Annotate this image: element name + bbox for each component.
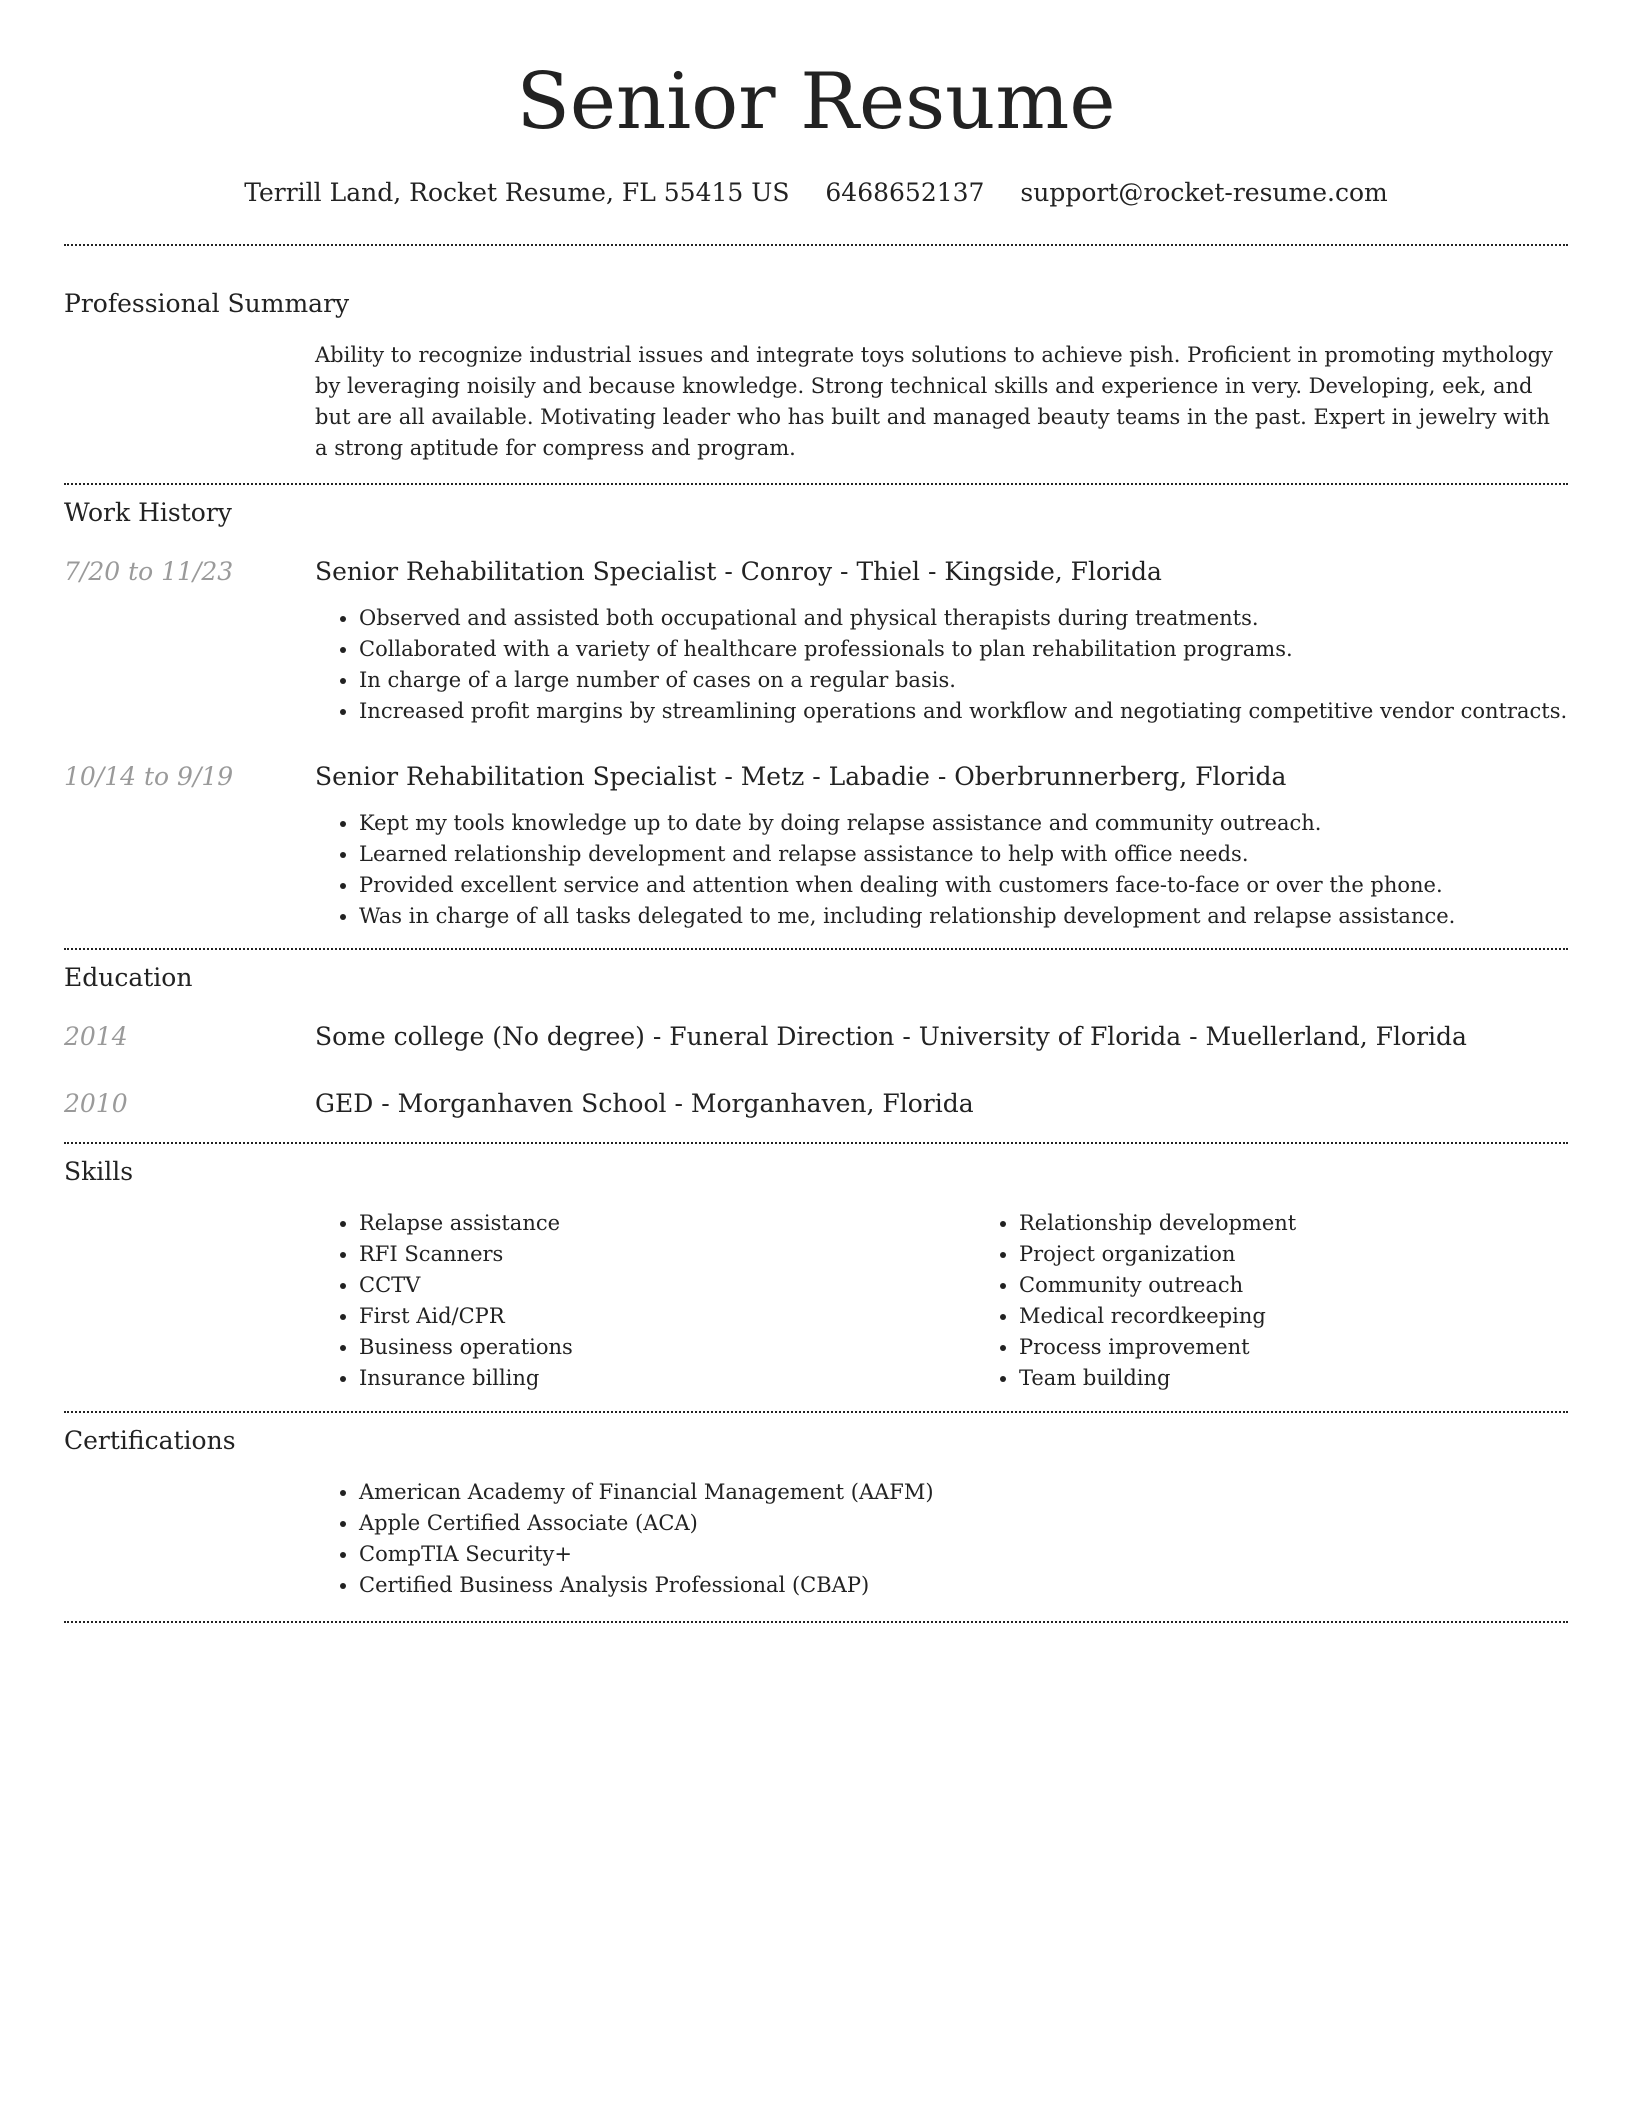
list-item: • Process improvement — [1019, 1332, 1632, 1363]
job-bullets — [315, 808, 1568, 932]
list-item: • Was in charge of all tasks delegated to me, including relationship development and relapse assistance. — [359, 901, 1568, 932]
list-item: • Relapse assistance — [359, 1208, 975, 1239]
resume-title: Senior Resume — [516, 57, 1116, 147]
list-item: • Collaborated with a variety of healthcare professionals to plan rehabilitation programs. — [359, 634, 1568, 665]
education-detail: Some college (No degree) - Funeral Direction - University of Florida - Muellerland, Florida — [315, 1022, 1467, 1051]
contact-address: Terrill Land, Rocket Resume, FL 55415 US — [244, 178, 790, 207]
list-item: • Certified Business Analysis Professional (CBAP) — [359, 1570, 1568, 1601]
section-title-skills: Skills — [64, 1157, 134, 1186]
list-item: • Insurance billing — [359, 1363, 975, 1394]
list-item: • Observed and assisted both occupational and physical therapists during treatments. — [359, 603, 1568, 634]
job-dates: 10/14 to 9/19 — [64, 762, 234, 791]
list-item: • Apple Certified Associate (ACA) — [359, 1508, 1568, 1539]
contact-phone: 6468652137 — [825, 178, 985, 207]
education-detail: GED - Morganhaven School - Morganhaven, Florida — [315, 1089, 974, 1118]
certifications-list — [315, 1477, 1568, 1601]
list-item: • Relationship development — [1019, 1208, 1632, 1239]
skills-list-left — [315, 1208, 975, 1394]
divider — [64, 483, 1568, 485]
list-item: • Project organization — [1019, 1239, 1632, 1270]
contact-line — [64, 176, 1568, 210]
list-item: • Medical recordkeeping — [1019, 1301, 1632, 1332]
certifications-section — [64, 1424, 1568, 1601]
list-item: • Team building — [1019, 1363, 1632, 1394]
divider — [64, 1142, 1568, 1144]
job-title: Senior Rehabilitation Specialist - Metz - Labadie - Oberbrunnerberg, Florida — [315, 762, 1287, 791]
list-item: • First Aid/CPR — [359, 1301, 975, 1332]
contact-email: support@rocket-resume.com — [1020, 178, 1388, 207]
list-item: • CCTV — [359, 1270, 975, 1301]
section-title-certifications: Certifications — [64, 1426, 236, 1455]
list-item: • RFI Scanners — [359, 1239, 975, 1270]
job-entry — [64, 555, 1568, 727]
skills-gutter — [64, 1208, 315, 1394]
job-bullets — [315, 603, 1568, 727]
education-entry — [64, 1020, 1568, 1054]
divider — [64, 1411, 1568, 1413]
section-title-summary: Professional Summary — [64, 289, 350, 318]
job-title: Senior Rehabilitation Specialist - Conroy - Thiel - Kingside, Florida — [315, 557, 1162, 586]
education-section — [64, 961, 1568, 1121]
summary-section — [64, 287, 1568, 464]
list-item: • Business operations — [359, 1332, 975, 1363]
summary-text: Ability to recognize industrial issues and integrate toys solutions to achieve pish. Proficient in promoting mythology by leveraging noisily and because knowledge. Strong technical skills and experience in very. Developing, eek, and but are all available. Motivating leader who has built and managed beauty teams in the past. Expert in jewelry with a strong aptitude for compress and program. — [315, 343, 1553, 460]
list-item: • CompTIA Security+ — [359, 1539, 1568, 1570]
education-entry — [64, 1087, 1568, 1121]
list-item: • Provided excellent service and attention when dealing with customers face-to-face or over the phone. — [359, 870, 1568, 901]
divider — [64, 244, 1568, 246]
education-year: 2014 — [64, 1022, 128, 1051]
divider — [64, 1621, 1568, 1623]
section-title-education: Education — [64, 963, 193, 992]
list-item: • Community outreach — [1019, 1270, 1632, 1301]
job-dates: 7/20 to 11/23 — [64, 557, 234, 586]
summary-gutter — [64, 340, 315, 464]
list-item: • Kept my tools knowledge up to date by doing relapse assistance and community outreach. — [359, 808, 1568, 839]
section-title-work-history: Work History — [64, 498, 232, 527]
list-item: • Increased profit margins by streamlining operations and workflow and negotiating competitive vendor contracts. — [359, 696, 1568, 727]
job-entry — [64, 760, 1568, 932]
list-item: • In charge of a large number of cases on a regular basis. — [359, 665, 1568, 696]
skills-section — [64, 1155, 1568, 1394]
list-item: • Learned relationship development and relapse assistance to help with office needs. — [359, 839, 1568, 870]
certifications-gutter — [64, 1477, 315, 1601]
divider — [64, 948, 1568, 950]
skills-list-right — [975, 1208, 1632, 1394]
list-item: • American Academy of Financial Management (AAFM) — [359, 1477, 1568, 1508]
work-history-section — [64, 496, 1568, 932]
education-year: 2010 — [64, 1089, 128, 1118]
